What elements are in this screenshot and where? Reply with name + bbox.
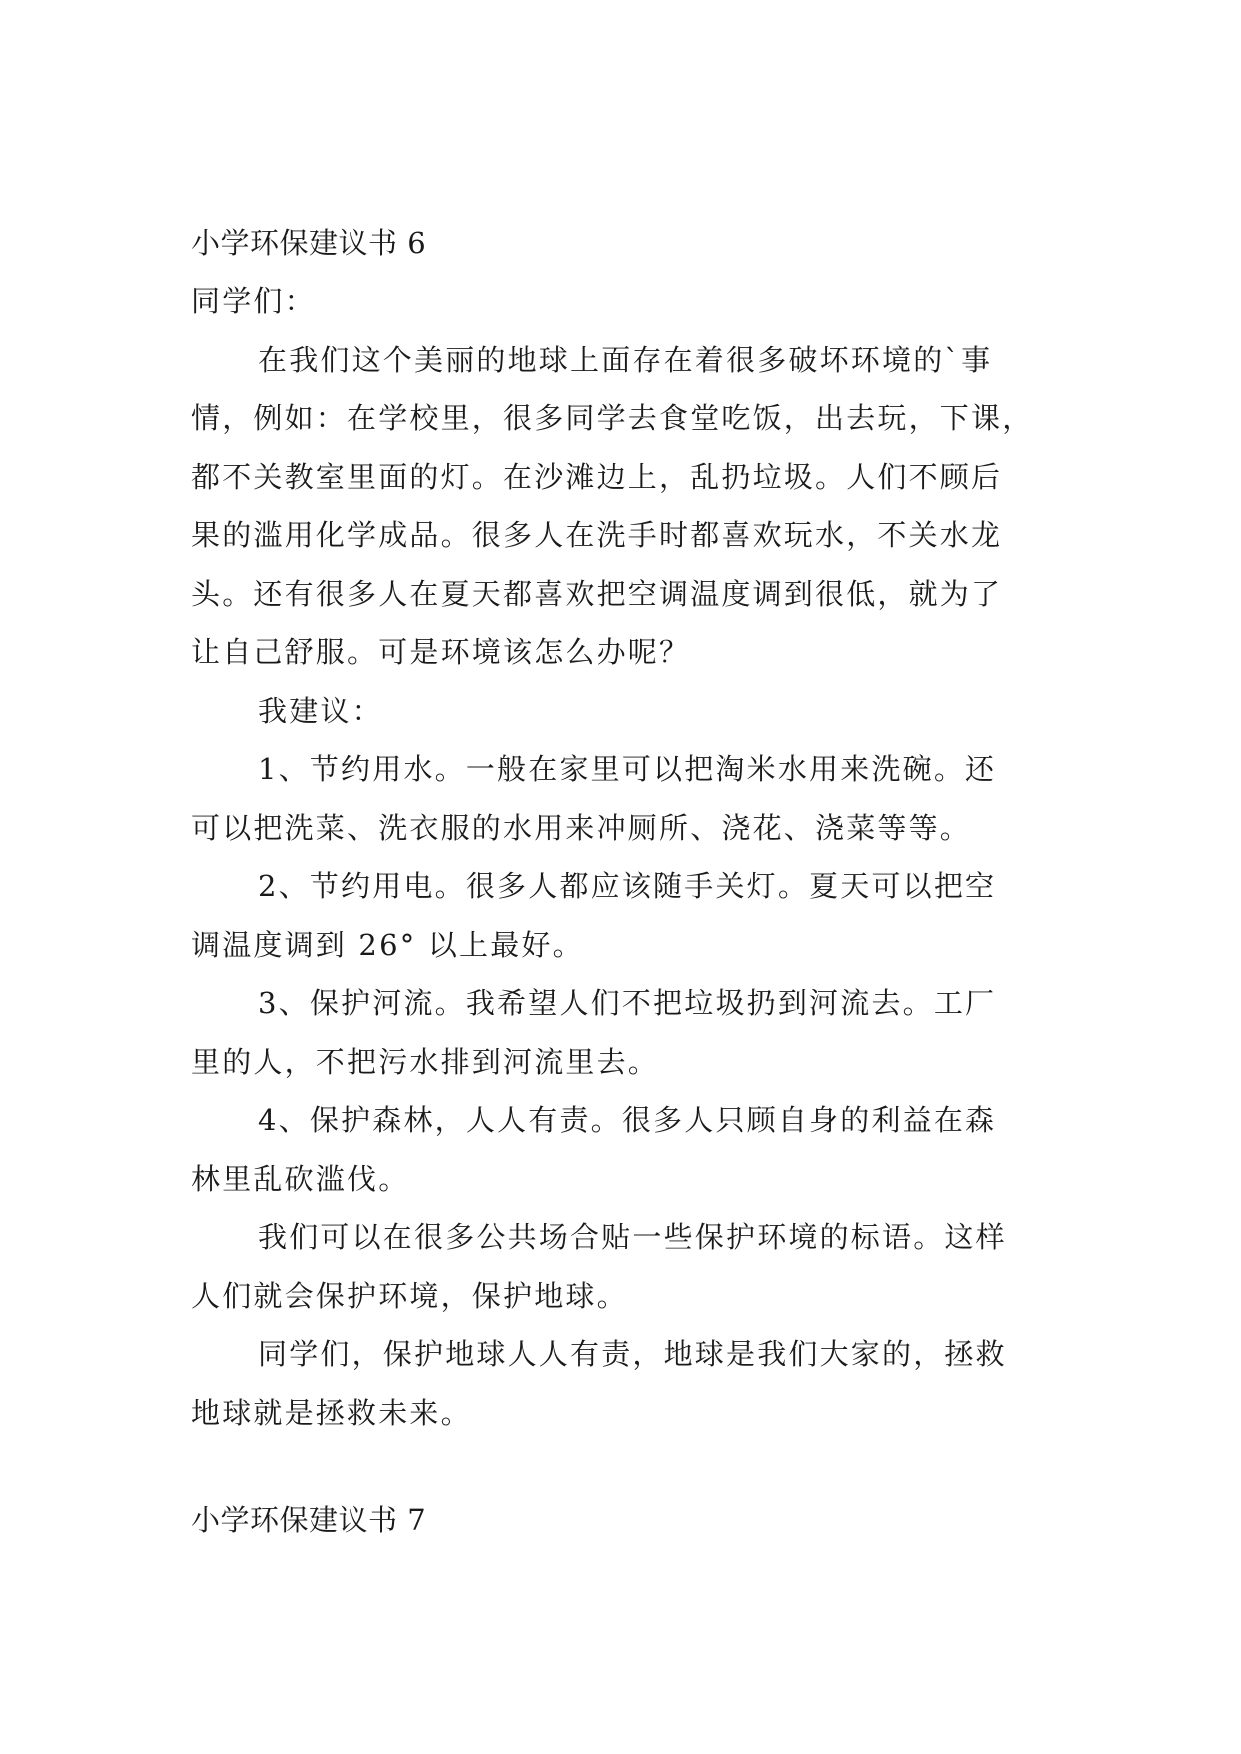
text-line: 林里乱砍滥伐。 xyxy=(191,1162,410,1196)
text-line: 都不关教室里面的灯。在沙滩边上，乱扔垃圾。人们不顾后 xyxy=(191,460,1003,494)
text-line: 里的人，不把污水排到河流里去。 xyxy=(191,1045,660,1079)
text-line: 我们可以在很多公共场合贴一些保护环境的标语。这样 xyxy=(258,1220,1007,1254)
text-line: 同学们，保护地球人人有责，地球是我们大家的，拯救 xyxy=(258,1337,1007,1371)
text-line: 1、节约用水。一般在家里可以把淘米水用来洗碗。还 xyxy=(258,752,997,786)
text-line: 果的滥用化学成品。很多人在洗手时都喜欢玩水，不关水龙 xyxy=(191,518,1003,552)
salutation: 同学们： xyxy=(191,284,316,318)
text-line: 在我们这个美丽的地球上面存在着很多破坏环境的`事 xyxy=(258,343,993,377)
text-line: 调温度调到 26° 以上最好。 xyxy=(191,928,584,962)
text-line: 我建议： xyxy=(258,694,383,728)
text-line: 4、保护森林，人人有责。很多人只顾自身的利益在森 xyxy=(258,1103,997,1137)
text-line: 2、节约用电。很多人都应该随手关灯。夏天可以把空 xyxy=(258,869,997,903)
text-line: 头。还有很多人在夏天都喜欢把空调温度调到很低，就为了 xyxy=(191,577,1003,611)
text-line: 情，例如：在学校里，很多同学去食堂吃饭，出去玩，下课， xyxy=(191,401,1034,435)
text-line: 让自己舒服。可是环境该怎么办呢？ xyxy=(191,635,691,669)
text-line: 可以把洗菜、洗衣服的水用来冲厕所、浇花、浇菜等等。 xyxy=(191,811,972,845)
text-line: 3、保护河流。我希望人们不把垃圾扔到河流去。工厂 xyxy=(258,986,997,1020)
text-line: 地球就是拯救未来。 xyxy=(191,1396,472,1430)
text-line: 人们就会保护环境，保护地球。 xyxy=(191,1279,628,1313)
section-6-title: 小学环保建议书 6 xyxy=(191,226,427,260)
section-7-title: 小学环保建议书 7 xyxy=(191,1503,427,1537)
